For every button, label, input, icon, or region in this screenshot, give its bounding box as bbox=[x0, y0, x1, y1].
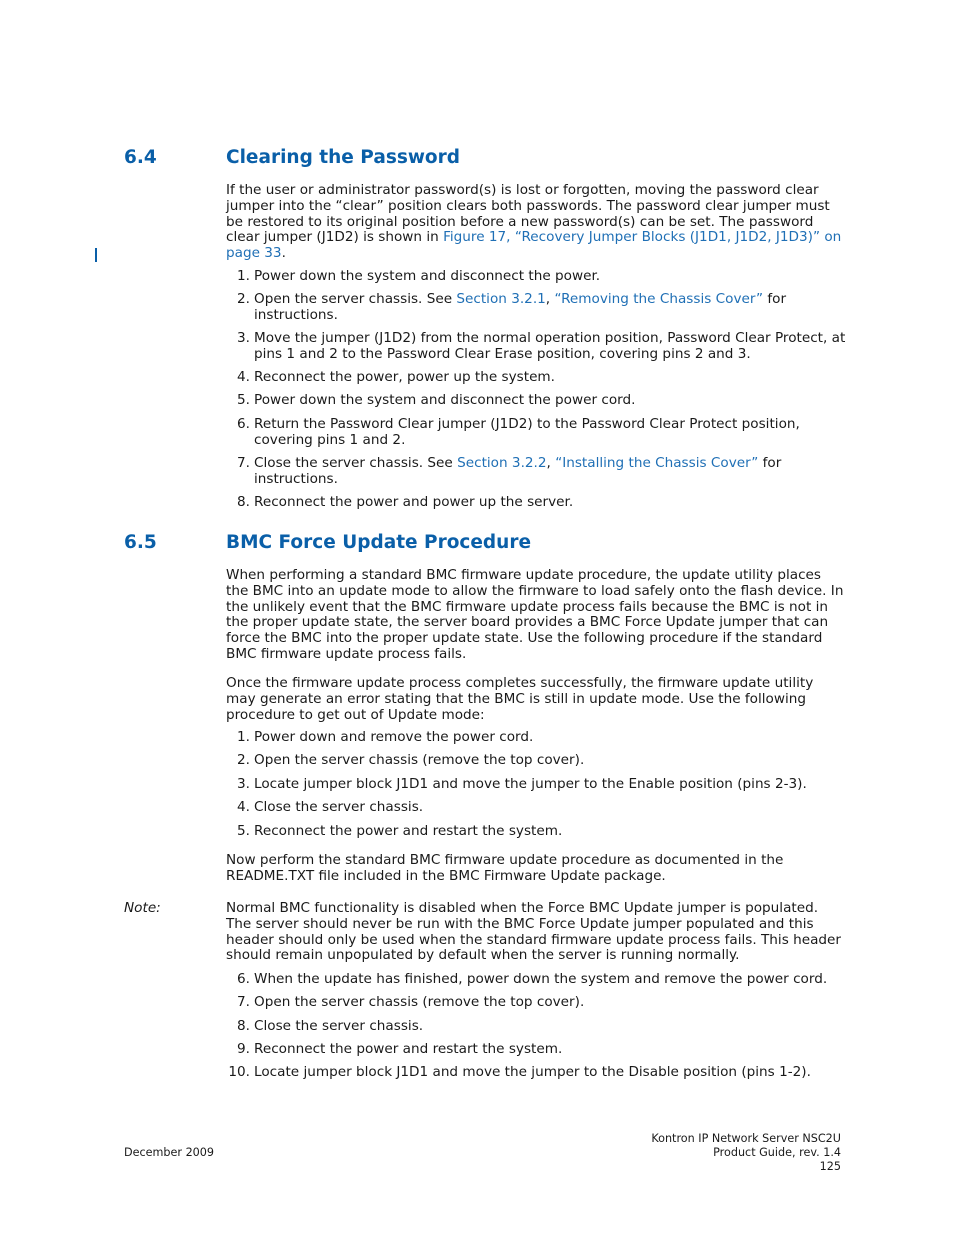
list-item bbox=[226, 824, 846, 840]
step-number: 2. bbox=[237, 291, 250, 307]
footer-date: December 2009 bbox=[124, 1146, 215, 1159]
body-paragraph: Now perform the standard BMC firmware update procedure as documented in the README.TXT file included in the BMC Firmware Update package. bbox=[226, 852, 784, 884]
list-item bbox=[226, 730, 846, 746]
page-number: 125 bbox=[819, 1159, 841, 1173]
step-text: Reconnect the power and restart the system. bbox=[254, 1041, 563, 1057]
step-number: 10. bbox=[228, 1064, 250, 1080]
step-number: 3. bbox=[237, 330, 250, 346]
step-number: 5. bbox=[237, 392, 250, 408]
section-3-2-1-link[interactable]: Section 3.2.1 bbox=[456, 291, 546, 307]
list-item bbox=[226, 417, 846, 449]
footer-info bbox=[651, 1132, 841, 1173]
list-item bbox=[226, 269, 846, 285]
list-item bbox=[226, 331, 846, 363]
step-number: 6. bbox=[237, 971, 250, 987]
step-number: 6. bbox=[237, 416, 250, 432]
list-item bbox=[226, 370, 846, 386]
section-title: BMC Force Update Procedure bbox=[226, 532, 532, 553]
step-text: Move the jumper (J1D2) from the normal operation position, Password Clear Protect, at pins 1 and 2 to the Password Clear Erase position, covering pins 2 and 3. bbox=[254, 330, 846, 362]
step-number: 3. bbox=[237, 776, 250, 792]
note-text: Normal BMC functionality is disabled when the Force BMC Update jumper is populated. The server should never be run with the BMC Force Update jumper populated and this header should only be used when the standard firmware update process fails. This header should remain unpopulated by default when the server is running normally. bbox=[226, 900, 841, 964]
section-number: 6.4 bbox=[124, 147, 157, 168]
section-number: 6.5 bbox=[124, 532, 157, 553]
list-item bbox=[226, 972, 846, 988]
list-item bbox=[226, 995, 846, 1011]
list-item bbox=[226, 1042, 846, 1058]
step-text: Power down and remove the power cord. bbox=[254, 729, 534, 745]
step-number: 5. bbox=[237, 823, 250, 839]
step-number: 8. bbox=[237, 494, 250, 510]
step-text: Power down the system and disconnect the power cord. bbox=[254, 392, 636, 408]
step-text: Locate jumper block J1D1 and move the jumper to the Enable position (pins 2-3). bbox=[254, 776, 807, 792]
step-number: 1. bbox=[237, 729, 250, 745]
section-3-2-2-link[interactable]: Section 3.2.2 bbox=[457, 455, 547, 471]
step-number: 2. bbox=[237, 752, 250, 768]
step-text: Reconnect the power, power up the system. bbox=[254, 369, 555, 385]
step-text: Reconnect the power and restart the system. bbox=[254, 823, 563, 839]
step-text: Power down the system and disconnect the power. bbox=[254, 268, 601, 284]
list-item bbox=[226, 777, 846, 793]
step-text: Reconnect the power and power up the server. bbox=[254, 494, 574, 510]
step-text: Locate jumper block J1D1 and move the jumper to the Disable position (pins 1-2). bbox=[254, 1064, 811, 1080]
list-item bbox=[226, 495, 846, 511]
intro-paragraph bbox=[226, 183, 846, 262]
section-title: Clearing the Password bbox=[226, 147, 461, 168]
footer-product: Kontron IP Network Server NSC2U bbox=[651, 1132, 841, 1145]
list-item bbox=[226, 393, 846, 409]
step-text: Open the server chassis (remove the top cover). bbox=[254, 994, 585, 1010]
step-number: 7. bbox=[237, 994, 250, 1010]
intro-text: If the user or administrator password(s) is lost or forgotten, moving the password clear jumper into the “clear” position clears both passwords. The password clear jumper must be restored to its original position before a new password(s) can be set. The password clear jumper (J1D2) is shown in bbox=[226, 182, 830, 246]
step-text: Close the server chassis. bbox=[254, 1018, 424, 1034]
body-paragraph: Once the firmware update process completes successfully, the firmware update utility may generate an error stating that the BMC is still in update mode. Use the following procedure to get out of Update mode: bbox=[226, 675, 814, 723]
step-number: 8. bbox=[237, 1018, 250, 1034]
list-item bbox=[226, 456, 846, 488]
body-paragraph: When performing a standard BMC firmware update procedure, the update utility places the BMC into an update mode to allow the firmware to load safely onto the flash device. In the unlikely event that the BMC firmware update process fails because the BMC is not in the proper update state, the server board provides a BMC Force Update jumper that can force the BMC into the proper update state. Use the following procedure if the standard BMC firmware update process fails. bbox=[226, 567, 844, 662]
step-text: Open the server chassis. See Section 3.2.1, “Removing the Chassis Cover” for instructions. bbox=[254, 291, 787, 323]
step-text: Close the server chassis. bbox=[254, 799, 424, 815]
change-bar bbox=[95, 248, 97, 262]
step-text: Open the server chassis (remove the top cover). bbox=[254, 752, 585, 768]
step-number: 7. bbox=[237, 455, 250, 471]
installing-chassis-cover-link[interactable]: “Installing the Chassis Cover” bbox=[555, 455, 759, 471]
list-item bbox=[226, 800, 846, 816]
list-item bbox=[226, 292, 846, 324]
step-text: Return the Password Clear jumper (J1D2) to the Password Clear Protect position, covering pins 1 and 2. bbox=[254, 416, 800, 448]
intro-end: . bbox=[281, 245, 286, 262]
list-item bbox=[226, 1019, 846, 1035]
figure-17-link[interactable]: Figure 17, “Recovery Jumper Blocks (J1D1, J1D2, J1D3)” on page 33 bbox=[226, 229, 842, 262]
step-text: Close the server chassis. See Section 3.2.2, “Installing the Chassis Cover” for instructions. bbox=[254, 455, 782, 487]
step-number: 4. bbox=[237, 369, 250, 385]
removing-chassis-cover-link[interactable]: “Removing the Chassis Cover” bbox=[554, 291, 764, 307]
step-number: 9. bbox=[237, 1041, 250, 1057]
section-heading-6-5 bbox=[124, 532, 531, 554]
section-heading-6-4 bbox=[124, 147, 460, 169]
list-item bbox=[226, 1065, 846, 1081]
step-text: When the update has finished, power down the system and remove the power cord. bbox=[254, 971, 828, 987]
step-number: 4. bbox=[237, 799, 250, 815]
note-label: Note: bbox=[124, 900, 161, 916]
list-item bbox=[226, 753, 846, 769]
step-number: 1. bbox=[237, 268, 250, 284]
footer-guide: Product Guide, rev. 1.4 bbox=[713, 1145, 841, 1159]
